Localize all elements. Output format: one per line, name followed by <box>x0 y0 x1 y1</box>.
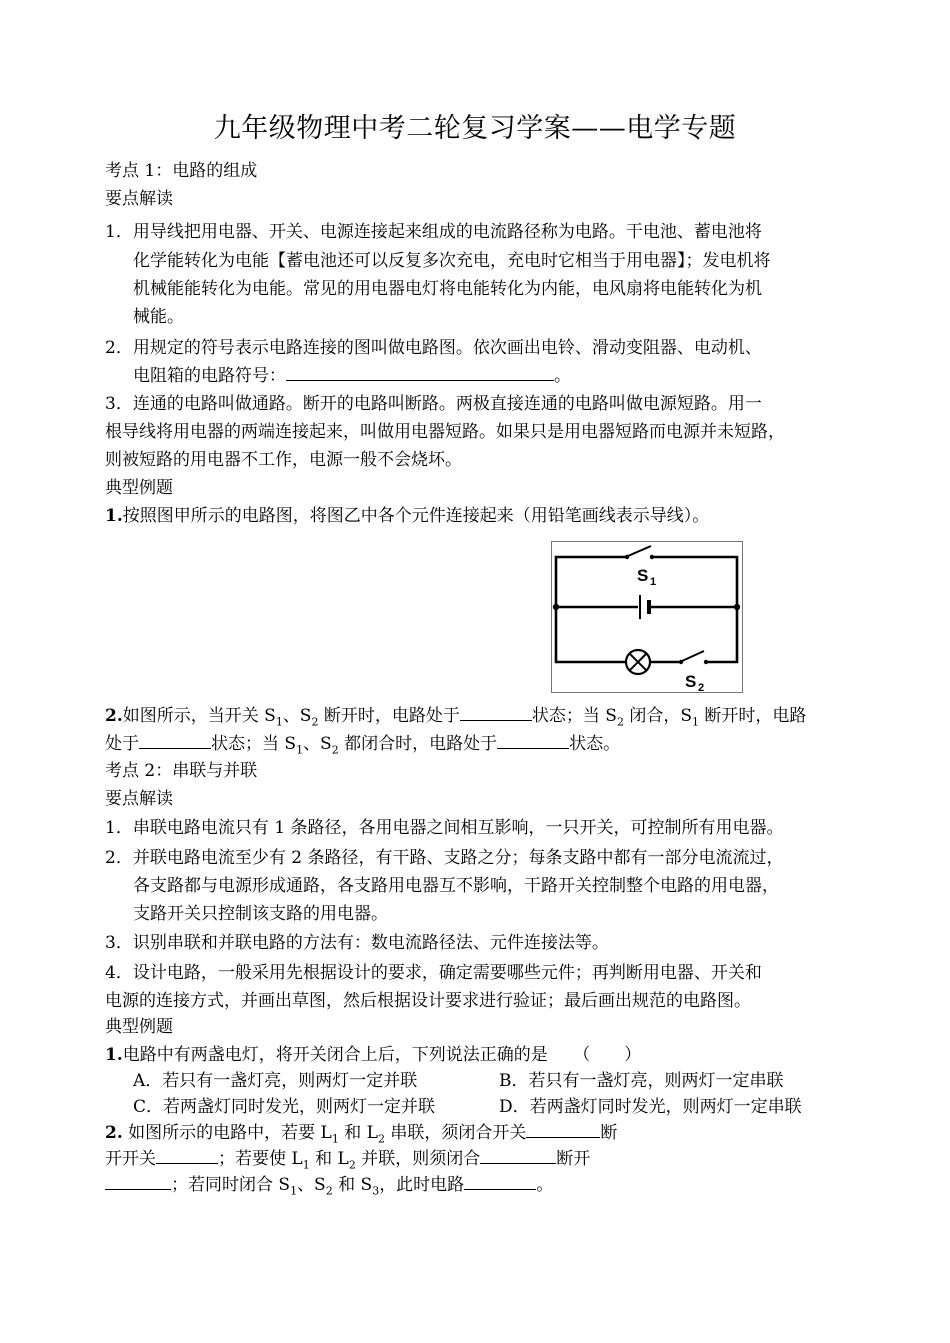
section1-subheading: 要点解读 <box>105 189 173 209</box>
s1-p1-line1: 1．用导线把用电器、开关、电源连接起来组成的电流路径称为电路。干电池、蓄电池将 <box>105 222 762 242</box>
text: 闭合，S <box>623 706 692 726</box>
text: 。 <box>536 1175 554 1195</box>
answer-blank[interactable] <box>105 1172 171 1190</box>
section2-heading: 考点 2：串联与并联 <box>105 761 258 781</box>
answer-blank[interactable] <box>464 1172 536 1190</box>
s1-p2-text: 电阻箱的电路符号： <box>133 366 286 386</box>
switch-s1-contact <box>650 555 654 559</box>
text: 状态；当 S <box>531 706 617 726</box>
section1-heading: 考点 1：电路的组成 <box>105 161 258 181</box>
subscript: 1 <box>331 1132 339 1146</box>
answer-blank[interactable] <box>526 1120 600 1138</box>
text: 断开时，电路处于 <box>318 706 460 726</box>
subscript: 1 <box>290 1184 298 1198</box>
answer-blank[interactable] <box>286 363 554 381</box>
s1-p1-line3: 机械能能转化为电能。常见的用电器电灯将电能转化为内能，电风扇将电能转化为机 <box>133 279 762 299</box>
text: 并联，则须闭合 <box>355 1149 481 1169</box>
page-title: 九年级物理中考二轮复习学案——电学专题 <box>213 113 737 144</box>
subscript: 2 <box>331 743 339 757</box>
subscript: 3 <box>372 1184 380 1198</box>
s2-p1: 1．串联电路电流只有 1 条路径，各用电器之间相互影响，一只开关，可控制所有用电器。 <box>105 818 784 838</box>
text: 如图所示的电路中，若要 L <box>122 1123 332 1143</box>
wire-bottom-left <box>556 607 625 662</box>
switch-s2-contact <box>704 660 708 664</box>
label-s1: S <box>637 566 649 585</box>
question-number: 2. <box>105 706 123 726</box>
option-b[interactable]: B．若只有一盏灯亮，则两灯一定串联 <box>499 1071 784 1091</box>
text: 都闭合时，电路处于 <box>338 734 498 754</box>
s1-p2-line2 <box>133 363 571 389</box>
text: ；若同时闭合 S <box>171 1175 291 1195</box>
answer-blank[interactable] <box>497 731 569 749</box>
label-s1-sub: 1 <box>650 576 657 588</box>
switch-s1-blade <box>628 546 651 556</box>
subscript: 2 <box>616 715 624 729</box>
subscript: 2 <box>311 715 319 729</box>
s1-p2-end: 。 <box>554 366 571 386</box>
s1-p1-line2: 化学能转化为电能【蓄电池还可以反复多次充电，充电时它相当于用电器】；发电机将 <box>133 251 771 271</box>
s2-p2-line2: 各支路都与电源形成通路，各支路用电器互不影响，干路开关控制整个电路的用电器， <box>133 876 779 896</box>
wire-top-left <box>556 557 625 607</box>
text: 处于 <box>105 734 139 754</box>
text: 断 <box>600 1123 618 1143</box>
s2-question2-line3 <box>105 1172 553 1204</box>
answer-blank[interactable] <box>139 731 211 749</box>
s1-p1-line4: 械能。 <box>133 307 184 327</box>
s2-p2-line1: 2．并联电路电流至少有 2 条路径，有干路、支路之分；每条支路中都有一部分电流流过， <box>105 848 784 868</box>
text: ；若要使 L <box>218 1149 303 1169</box>
s2-p2-line3: 支路开关只控制该支路的用电器。 <box>133 904 388 924</box>
text: 和 L <box>309 1149 349 1169</box>
s2-p4-line1: 4．设计电路，一般采用先根据设计的要求，确定需要哪些元件；再判断用电器、开关和 <box>105 963 762 983</box>
switch-s2-blade <box>682 651 704 661</box>
text: 状态。 <box>569 734 621 754</box>
question-number: 1. <box>105 506 123 526</box>
text: 和 L <box>338 1123 378 1143</box>
text: ，此时电路 <box>379 1175 465 1195</box>
question-text: 电路中有两盏电灯，将开关闭合上后，下列说法正确的是 （ ） <box>122 1045 642 1065</box>
wire-top-right <box>654 557 737 607</box>
section2-subheading: 要点解读 <box>105 789 173 809</box>
answer-blank[interactable] <box>156 1146 218 1164</box>
s2-p3: 3．识别串联和并联电路的方法有：数电流路径法、元件连接法等。 <box>105 933 609 953</box>
subscript: 2 <box>325 1184 333 1198</box>
subscript: 1 <box>692 715 699 729</box>
text: 、S <box>303 734 332 754</box>
question-number: 1. <box>105 1045 123 1065</box>
question-number: 2. <box>105 1123 123 1143</box>
s1-question1 <box>105 503 709 529</box>
option-c[interactable]: C．若两盏灯同时发光，则两灯一定并联 <box>133 1097 436 1117</box>
s1-p2-line1: 2．用规定的符号表示电路连接的图叫做电路图。依次画出电铃、滑动变阻器、电动机、 <box>105 338 762 358</box>
subscript: 2 <box>348 1158 356 1172</box>
text: 串联，须闭合开关 <box>384 1123 527 1143</box>
s1-p3-line2: 根导线将用电器的两端连接起来，叫做用电器短路。如果只是用电器短路而电源并未短路， <box>105 422 785 442</box>
section1-examples-heading: 典型例题 <box>105 478 173 498</box>
text: 状态；当 S <box>211 734 297 754</box>
text: 和 S <box>332 1175 373 1195</box>
circuit-diagram <box>551 541 743 693</box>
subscript: 1 <box>302 1158 310 1172</box>
text: 断开 <box>556 1149 591 1169</box>
s1-p3-line1: 3．连通的电路叫做通路。断开的电路叫断路。两极直接连通的电路叫做电源短路。用一 <box>105 394 762 414</box>
answer-blank[interactable] <box>480 1146 556 1164</box>
subscript: 1 <box>275 715 283 729</box>
text: 、S <box>297 1175 326 1195</box>
text: 断开时，电路 <box>699 706 807 726</box>
subscript: 2 <box>377 1132 385 1146</box>
s1-p3-line3: 则被短路的用电器不工作，电源一般不会烧坏。 <box>105 450 462 470</box>
text: 如图所示，当开关 S <box>122 706 276 726</box>
label-s2: S <box>685 672 697 691</box>
subscript: 1 <box>296 743 304 757</box>
option-a[interactable]: A．若只有一盏灯亮，则两灯一定并联 <box>133 1071 418 1091</box>
wire-bottom-right <box>708 607 737 662</box>
label-s2-sub: 2 <box>698 682 705 693</box>
text: 开开关 <box>105 1149 156 1169</box>
text: 、S <box>282 706 312 726</box>
circuit-svg <box>551 541 743 693</box>
answer-blank[interactable] <box>460 703 532 721</box>
question-text: 按照图甲所示的电路图，将图乙中各个元件连接起来（用铅笔画线表示导线）。 <box>122 506 710 526</box>
s2-p4-line2: 电源的连接方式，并画出草图，然后根据设计要求进行验证；最后画出规范的电路图。 <box>105 991 751 1011</box>
option-d[interactable]: D．若两盏灯同时发光，则两灯一定串联 <box>499 1097 802 1117</box>
section2-examples-heading: 典型例题 <box>105 1017 173 1037</box>
s2-question1 <box>105 1042 641 1068</box>
